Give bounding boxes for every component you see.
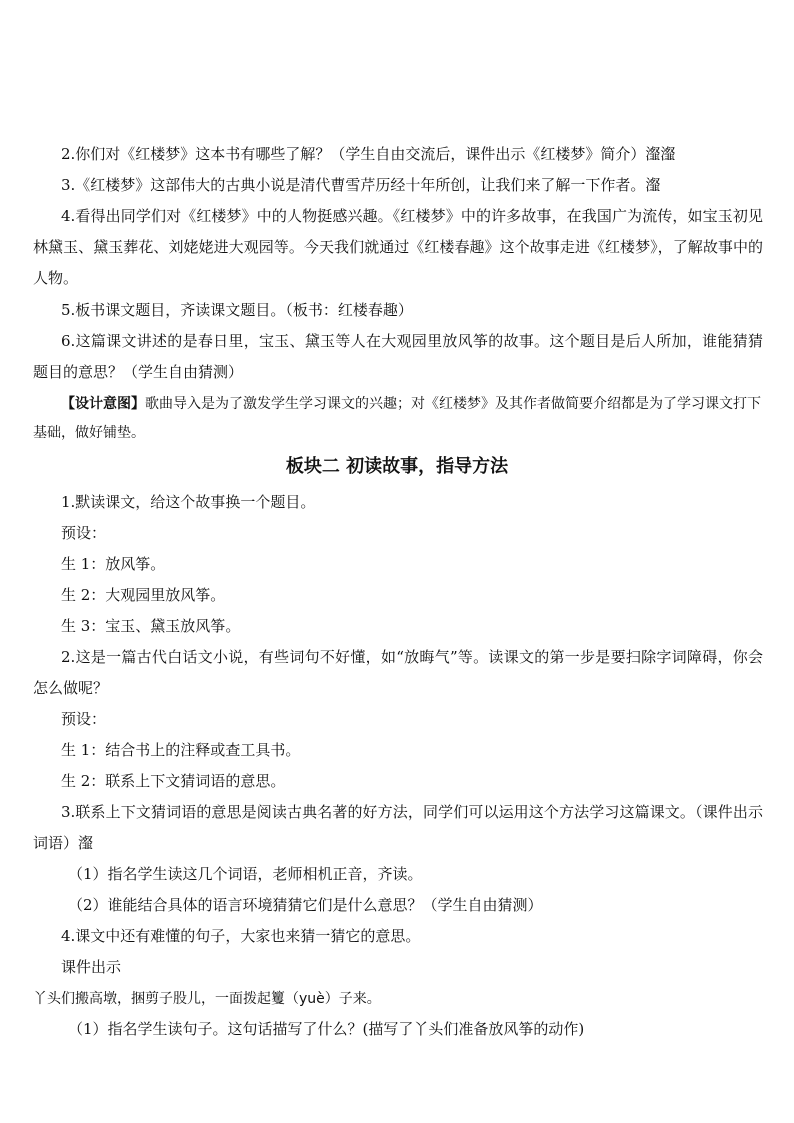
paragraph-item-5: 5.板书课文题目，齐读课文题目。（板书：红楼春趣）	[61, 301, 413, 319]
question-3	[33, 797, 763, 859]
question-1: 1.默读课文，给这个故事换一个题目。	[61, 493, 316, 511]
student-answer-1: 生 1：放风筝。	[61, 555, 166, 573]
sub-step-2: （2）谁能结合具体的语言环境猜猜它们是什么意思？（学生自由猜测）	[68, 896, 543, 914]
garbled-mark: 瀣	[78, 834, 94, 852]
student-answer-3: 生 3：宝玉、黛玉放风筝。	[61, 617, 241, 635]
paragraph-item-3	[61, 170, 763, 201]
paragraph-item-2	[61, 139, 763, 170]
sub-step-1: （1）指名学生读这几个词语，老师相机正音，齐读。	[68, 865, 423, 883]
section-title: 板块二 初读故事，指导方法	[285, 456, 509, 477]
method-answer-1: 生 1：结合书上的注释或查工具书。	[61, 741, 301, 759]
design-intent	[33, 390, 763, 448]
question-2: 2.这是一篇古代白话文小说，有些词句不好懂，如“放晦气”等。读课文的第一步是要扫除字词障碍，你会怎么做呢？	[33, 648, 763, 697]
paragraph-item-6: 6.这篇课文讲述的是春日里，宝玉、黛玉等人在大观园里放风筝的故事。这个题目是后人所加，谁能猜猜题目的意思？（学生自由猜测）	[33, 332, 763, 381]
method-answer-2: 生 2：联系上下文猜词语的意思。	[61, 772, 286, 790]
sub-step-3: （1）指名学生读句子。这句话描写了什么？(描写了丫头们准备放风筝的动作)	[68, 1020, 585, 1038]
student-answer-2: 生 2：大观园里放风筝。	[61, 586, 226, 604]
garbled-mark: 瀣瀣	[645, 145, 676, 163]
design-intent-tag: 【设计意图】	[61, 396, 145, 412]
paragraph-item-4: 4.看得出同学们对《红楼梦》中的人物挺感兴趣。《红楼梦》中的许多故事，在我国广为流传，如宝玉初见林黛玉、黛玉葬花、刘姥姥进大观园等。今天我们就通过《红楼春趣》这个故事走进《红楼梦》，了解故事中的人物。	[33, 207, 763, 287]
paragraph-text: 2.你们对《红楼梦》这本书有哪些了解？（学生自由交流后，课件出示《红楼梦》简介）	[61, 145, 646, 163]
preset-label-2: 预设：	[61, 710, 107, 728]
question-4: 4.课文中还有难懂的句子，大家也来猜一猜它的意思。	[61, 927, 421, 945]
design-intent-text: 歌曲导入是为了激发学生学习课文的兴趣；对《红楼梦》及其作者做简要介绍都是为了学习课文打下基础，做好铺垫。	[33, 396, 761, 441]
quoted-sentence: 丫头们搬高墩，捆剪子股儿，一面拨起籰（yuè）子来。	[33, 991, 381, 1007]
garbled-mark: 瀣	[645, 176, 661, 194]
question-3-text: 3.联系上下文猜词语的意思是阅读古典名著的好方法，同学们可以运用这个方法学习这篇课文。（课件出示词语）	[33, 803, 763, 852]
paragraph-text: 3.《红楼梦》这部伟大的古典小说是清代曹雪芹历经十年所创，让我们来了解一下作者。	[61, 176, 646, 194]
preset-label: 预设：	[61, 524, 107, 542]
courseware-label: 课件出示	[61, 958, 122, 976]
